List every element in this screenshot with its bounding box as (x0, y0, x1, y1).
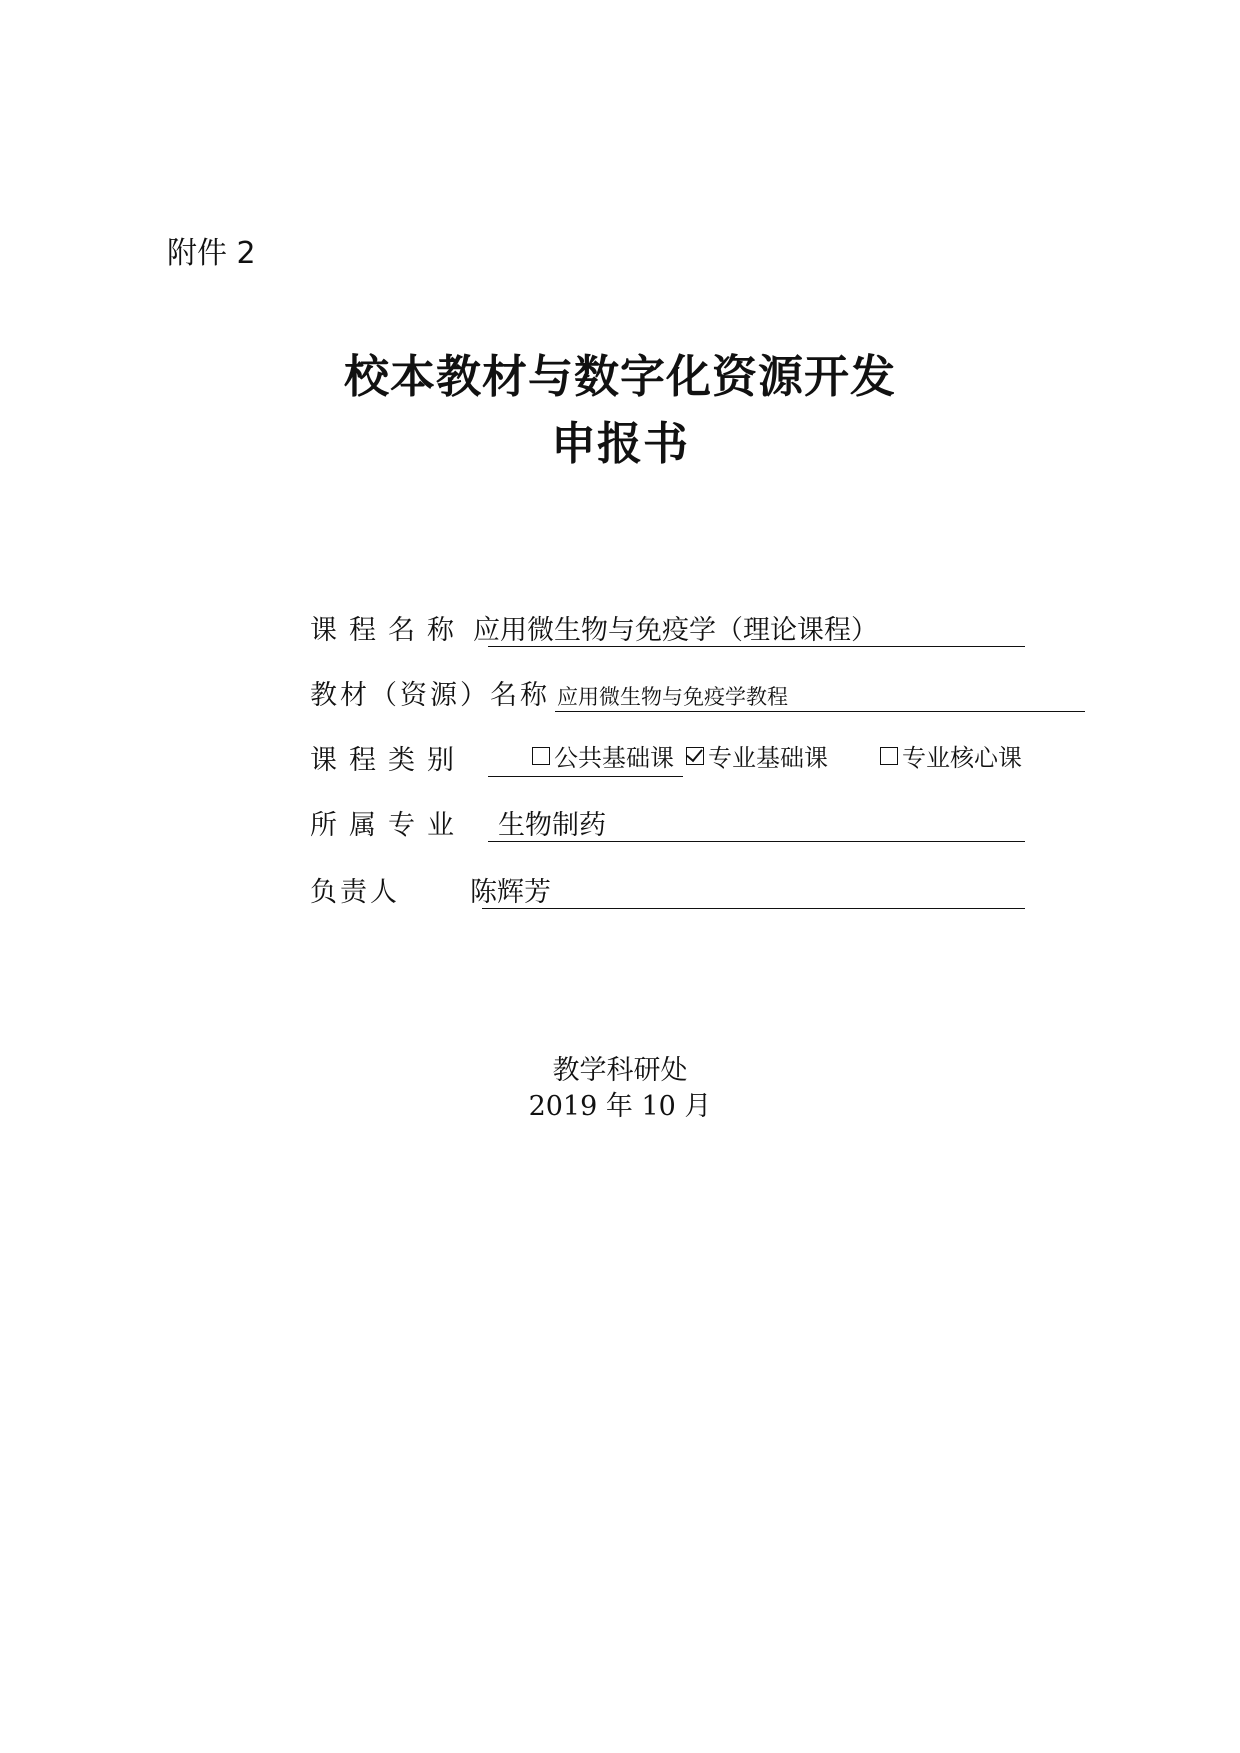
major-label: 所属专业 (310, 810, 466, 841)
issue-date: 2019 年 10 月 (528, 1091, 712, 1122)
course-category-underline (488, 776, 683, 777)
major-row (310, 803, 1030, 845)
checkbox-unchecked-icon[interactable] (532, 747, 550, 765)
course-category-label: 课程类别 (310, 745, 466, 776)
course-name-label: 课程名称 (310, 615, 466, 646)
major-value[interactable]: 生物制药 (498, 810, 606, 841)
person-in-charge-value[interactable]: 陈辉芳 (470, 877, 551, 908)
course-name-value[interactable]: 应用微生物与免疫学（理论课程） (473, 615, 878, 646)
person-in-charge-underline (482, 908, 1025, 909)
material-name-label: 教材（资源）名称 (310, 680, 550, 711)
checkbox-checked-icon[interactable] (686, 747, 704, 765)
course-category-row (310, 738, 1030, 780)
category-option-label: 专业基础课 (708, 744, 828, 772)
category-option-professional-core[interactable] (880, 738, 1022, 773)
course-name-underline (488, 646, 1025, 647)
category-option-public-basic[interactable] (532, 738, 674, 773)
material-name-underline (555, 711, 1085, 712)
attachment-label: 附件 2 (167, 236, 256, 271)
document-title: 校本教材与数字化资源开发 (343, 350, 896, 403)
category-option-professional-basic[interactable] (686, 738, 828, 773)
course-name-row (310, 608, 1030, 650)
major-underline (488, 841, 1025, 842)
checkbox-unchecked-icon[interactable] (880, 747, 898, 765)
document-subtitle: 申报书 (550, 417, 689, 470)
material-name-row (310, 673, 1090, 715)
material-name-value[interactable]: 应用微生物与免疫学教程 (557, 685, 788, 709)
person-in-charge-label: 负责人 (310, 877, 400, 908)
person-in-charge-row (310, 870, 1030, 912)
category-option-label: 专业核心课 (902, 744, 1022, 772)
issuing-department: 教学科研处 (552, 1055, 688, 1086)
category-option-label: 公共基础课 (554, 744, 674, 772)
